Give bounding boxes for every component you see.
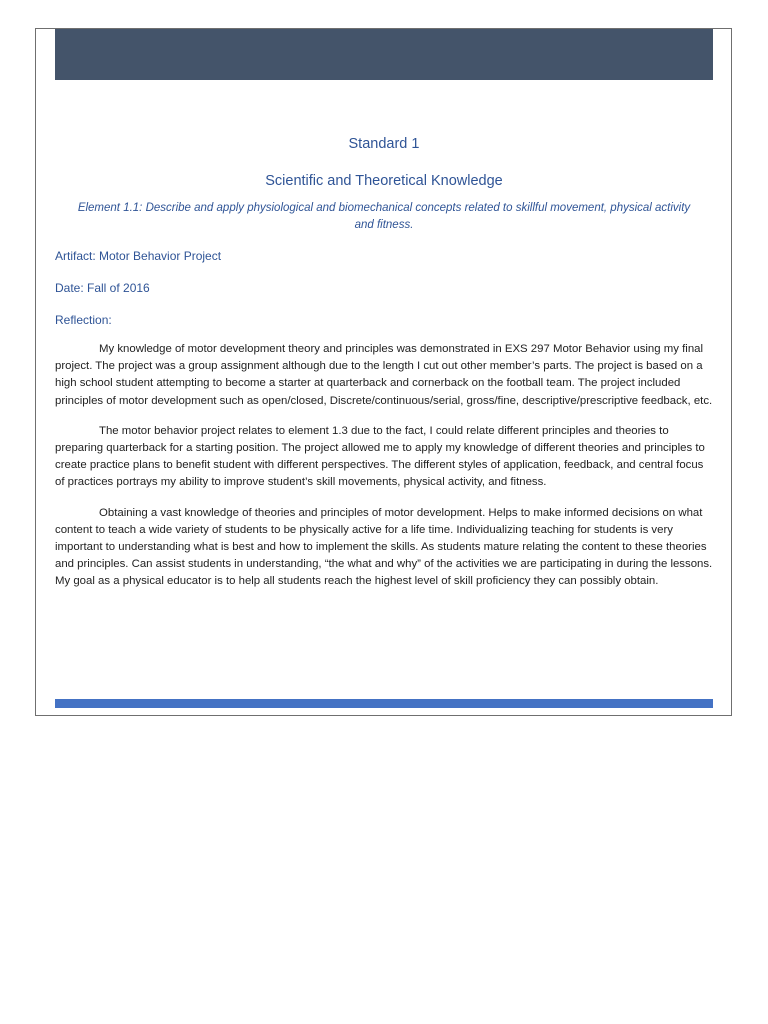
page-content: [55, 134, 713, 591]
reflection-paragraph-3: Obtaining a vast knowledge of theories and principles of motor development. Helps to make informed decisions on what content to teach a wide variety of students to be physically active for a life time. Individualizing teaching for students is very important to understanding what is best and how to implement the skills. As students mature relating the content to these theories and principles. Can assist students in understanding, “the what and why” of the activities we are participating in during the lessons. My goal as a physical educator is to help all students reach the highest level of skill proficiency they can possibly obtain.: [55, 506, 713, 588]
reflection-paragraph-1: My knowledge of motor development theory and principles was demonstrated in EXS 297 Motor Behavior using my final project. The project was a group assignment although due to the length I cut out other member’s parts. The project is based on a high school student attempting to become a starter at quarterback and cornerback on the football team. The project included principles of motor development such as open/closed, Discrete/continuous/serial, gross/fine, descriptive/prescriptive feedback, etc.: [55, 343, 713, 407]
standard-subtitle: Scientific and Theoretical Knowledge: [265, 173, 503, 189]
date-line: Date: Fall of 2016: [55, 281, 150, 295]
footer-bar: [55, 699, 713, 708]
reflection-paragraph-2: The motor behavior project relates to element 1.3 due to the fact, I could relate different principles and theories to preparing quarterback for a starting position. The project allowed me to apply my knowledge of different theories and principles to create practice plans to benefit student with different perspectives. The different styles of application, feedback, and central focus of practices portrays my ability to improve student’s skill movements, physical activity, and fitness.: [55, 424, 705, 489]
header-bar: [55, 29, 713, 80]
document-page: [35, 28, 732, 716]
reflection-label: Reflection:: [55, 313, 112, 327]
element-description: Element 1.1: Describe and apply physiological and biomechanical concepts related to skillful movement, physical activity and fitness.: [77, 202, 691, 231]
artifact-line: Artifact: Motor Behavior Project: [55, 249, 222, 263]
standard-title: Standard 1: [348, 136, 420, 152]
